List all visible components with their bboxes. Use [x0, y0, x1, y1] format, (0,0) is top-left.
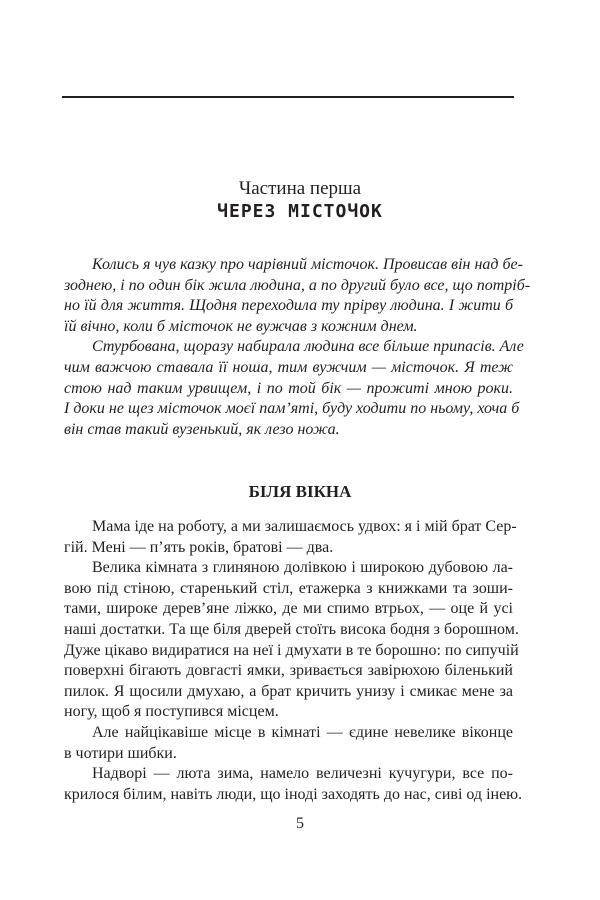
text-line: чим важчою ставала її ноша, тим вужчим — місточок. Я теж — [64, 358, 513, 376]
text-line: Надворі — люта зима, намело величезні кучугури, все по- — [92, 765, 513, 783]
text-line: наші достатки. Та ще біля дверей стоїть висока бодня з борошном. — [64, 620, 519, 638]
chapter-title: ЧЕРЕЗ МІСТОЧОК — [217, 201, 383, 222]
text-line: пилок. Я щосили дмухаю, а брат кричить унизу і смикає мене за — [64, 682, 513, 700]
text-line: вою під стіною, старенький стіл, етажерка з книжками та зоши- — [64, 579, 513, 597]
text-line: Мама іде на роботу, а ми залишаємось удвох: я і мій брат Сер- — [92, 518, 517, 535]
text-line: він став такий вузенький, як лезо ножа. — [64, 420, 340, 438]
text-line: їй вічно, коли б місточок не вужчав з кожним днем. — [64, 317, 418, 335]
body-text — [64, 517, 523, 805]
text-line: тами, широке дерев’яне ліжко, де ми спимо втрьох, — оце й усі — [64, 600, 513, 618]
text-line: Стурбована, щоразу набирала людина все більше припасів. Але — [92, 338, 524, 356]
text-line: Велика кімната з глиняною долівкою і широкою дубовою ла- — [92, 559, 513, 577]
text-line: І доки не щез місточок моєї пам’яті, буду ходити по ньому, хоча б — [64, 400, 520, 418]
header-rule — [62, 96, 514, 98]
text-line: крилося білим, навіть люди, що іноді заходять до нас, сиві од інею. — [64, 785, 523, 803]
page-number: 5 — [296, 815, 304, 832]
text-line: зоднею, і по один бік жила людина, а по другий було все, що потріб- — [64, 276, 531, 294]
text-line: ногу, щоб я поступився місцем. — [64, 703, 279, 721]
epigraph — [64, 255, 531, 440]
part-label: Частина перша — [238, 178, 362, 199]
text-line: Колись я чув казку про чарівний місточок. Провисав він над бе- — [92, 256, 523, 273]
text-line: гій. Мені — п’ять років, братові — два. — [64, 538, 334, 556]
text-line: Дуже цікаво видиратися на неї і дмухати в те борошно: по сипучій — [64, 641, 519, 659]
section-title: БІЛЯ ВІКНА — [248, 482, 352, 501]
text-line: поверхні бігають довгасті ямки, зривається завірюхою біленький — [64, 662, 513, 680]
text-line: Але найцікавіше місце в кімнаті — єдине невелике віконце — [92, 723, 513, 741]
text-line: в чотири шибки. — [64, 744, 177, 762]
text-line: стою над таким урвищем, і по той бік — прожиті мною роки. — [64, 379, 513, 397]
text-line: но їй для життя. Щодня переходила ту прірву людина. І жити б — [64, 297, 513, 315]
